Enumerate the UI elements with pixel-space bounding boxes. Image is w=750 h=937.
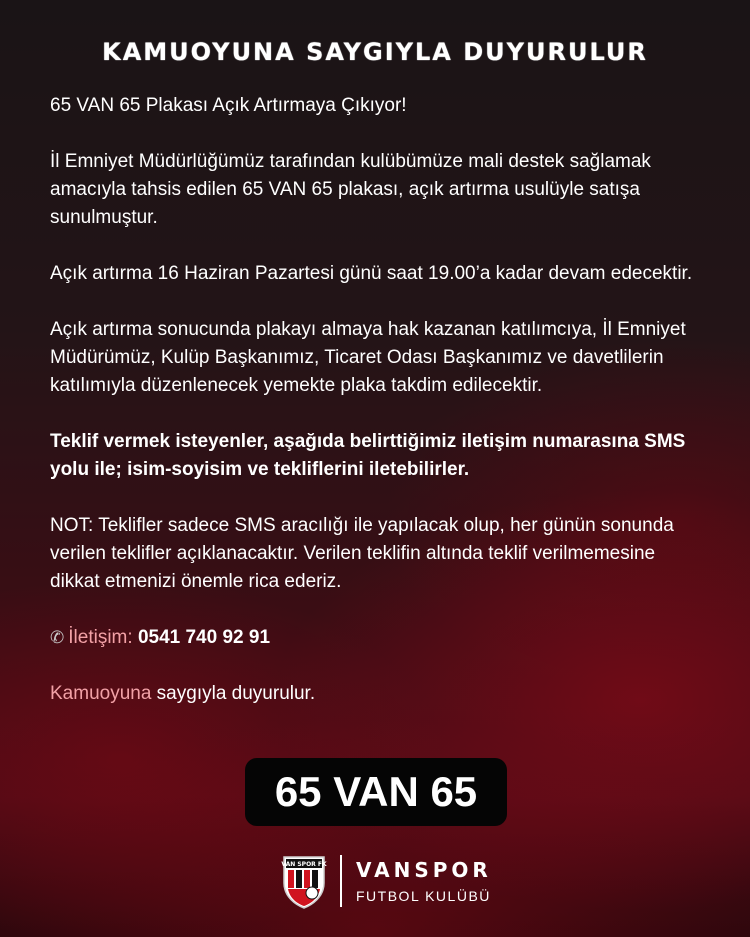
- phone-icon: ✆: [50, 628, 65, 647]
- brand-text: [356, 858, 492, 904]
- logo-divider: [340, 855, 342, 907]
- contact-number[interactable]: 0541 740 92 91: [137, 627, 271, 648]
- brand-subtitle: FUTBOL KULÜBÜ: [356, 888, 491, 904]
- license-plate-badge: 65 VAN 65: [245, 758, 507, 826]
- contact-line: [50, 624, 705, 652]
- instructions-paragraph: Teklif vermek isteyenler, aşağıda belirttiğimiz iletişim numarasına SMS yolu ile; isim-soyisim ve tekliflerini iletebilirler.: [50, 431, 686, 480]
- paragraph-3: Açık artırma sonucunda plakayı almaya hak kazanan katılımcıya, İl Emniyet Müdürümüz, Kulüp Başkanımız, Ticaret Odası Başkanımız ve davetlilerin katılımıyla düzenlenecek yemekte plaka takdim edilecektir.: [50, 319, 686, 396]
- note-paragraph: NOT: Teklifler sadece SMS aracılığı ile yapılacak olup, her günün sonunda verilen teklifler açıklanacaktır. Verilen teklifin altında teklif verilmemesine dikkat etmenizi önemle rica ederiz.: [50, 515, 674, 592]
- contact-label: İletişim:: [68, 627, 133, 648]
- lead-line: 65 VAN 65 Plakası Açık Artırmaya Çıkıyor!: [50, 95, 407, 116]
- club-crest-icon: [280, 853, 328, 909]
- paragraph-1: İl Emniyet Müdürlüğümüz tarafından kulübümüze mali destek sağlamak amacıyla tahsis edilen 65 VAN 65 plakası, açık artırma usulüyle satışa sunulmuştur.: [50, 151, 651, 228]
- closing-line: [50, 680, 705, 708]
- crest-text: VAN SPOR FK: [281, 861, 327, 868]
- brand-name: VANSPOR: [356, 858, 492, 882]
- announcement-body: [50, 92, 705, 736]
- closing-accent: Kamuoyuna: [50, 683, 152, 704]
- announcement-title: KAMUOYUNA SAYGIYLA DUYURULUR: [102, 38, 648, 66]
- paragraph-2: Açık artırma 16 Haziran Pazartesi günü saat 19.00’a kadar devam edecektir.: [50, 263, 693, 284]
- club-logo: [280, 852, 492, 910]
- closing-rest: saygıyla duyurulur.: [151, 683, 316, 704]
